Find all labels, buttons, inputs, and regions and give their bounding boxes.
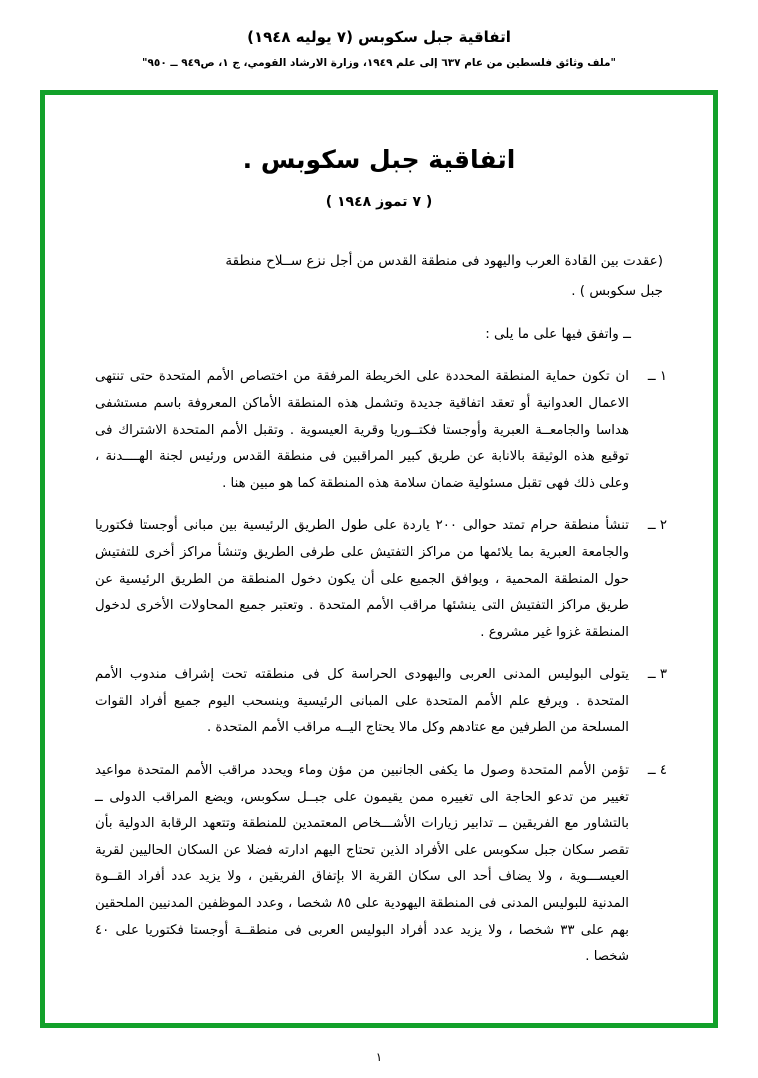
page-header [0,0,758,70]
document-intro: (عقدت بين القادة العرب واليهود فى منطقة القدس من أجل نزع ســلاح منطقة [225,253,663,269]
clause-number: ١ ــ [647,369,667,385]
document-body [45,95,713,1023]
header-title: اتفاقية جبل سكوبس (٧ يوليه ١٩٤٨) [247,28,511,46]
document-intro-continued: جبل سكوبس ) . [571,282,663,299]
clause-item [91,758,667,971]
clause-text: ان تكون حماية المنطقة المحددة على الخريطة المرفقة من اختصاص الأمم المتحدة حتى تنتهى الاعمال العدوانية أو تعقد اتفاقية جديدة وتشمل هذه المنطقة الأماكن المعروفة باسم مستشفى هداسا والجامعــة العبرية وأوجستا فكتــوريا وقرية العيسوية . وتقبل الأمم المتحدة الاشتراك فى توقيع هذه الوثيقة بالانابة عن طريق كبير المراقبين فى منطقة القدس ورئيس لجنة الهــــدنة ، وعلى ذلك فهى تقبل مسئولية ضمان سلامة هذه المنطقة كما هو مبين هنا . [95,369,629,491]
clause-number: ٤ ــ [647,763,667,779]
page-number: ١ [375,1050,383,1064]
green-border-frame [40,90,718,1028]
clause-number: ٣ ــ [647,667,667,683]
clause-item [91,513,667,646]
clause-number: ٢ ــ [647,518,667,534]
clause-text: تنشأ منطقة حرام تمتد حوالى ٢٠٠ ياردة على طول الطريق الرئيسية بين مبانى أوجستا فكتوريا والجامعة العبرية بما يلائمها من مراكز التفتيش على طرفى الطريق وتنشأ مراكز أخرى للتفتيش حول المنطقة المحمية ، ويوافق الجميع على أن يكون دخول المنطقة من الطريق الرئيسية عن طريق مراكز التفتيش التى ينشئها مراقب الأمم المتحدة . وتعتبر جميع المحاولات الأخرى لدخول المنطقة غزوا غير مشروع . [95,518,629,640]
clause-text: يتولى البوليس المدنى العربى واليهودى الحراسة كل فى منطقته تحت إشراف مندوب الأمم المتحدة . ويرفع علم الأمم المتحدة على المبانى الرئيسية وينسحب اليوم جميع أفراد القوات المسلحة من الطرفين مع عتادهم وكل مالا يحتاج اليــه مراقب الأمم المتحدة . [95,667,629,736]
clause-item [91,364,667,497]
document-title: اتفاقية جبل سكوبس . [242,145,516,174]
agreement-lead-in: ــ واتفق فيها على ما يلى : [485,326,631,343]
header-source-citation: "ملف وثائق فلسطين من عام ٦٣٧ إلى علم ١٩٤٩، وزارة الارشاد القومي، ج ١، ص٩٤٩ ــ ٩٥٠" [142,56,616,69]
clause-item [91,662,667,742]
clause-text: تؤمن الأمم المتحدة وصول ما يكفى الجانبين من مؤن وماء ويحدد مراقب الأمم المتحدة مواعيد تغيير من تدعو الحاجة الى تغييره ممن يقيمون على جبــل سكوبس، ويضع المراقب الدولى ــ بالتشاور مع الفريقين ــ تدابير زيارات الأشـــخاص المعتمدين للمنطقة وتتعهد الرقابة الدولية بأن تقصر سكان جبل سكوبس على الأفراد الذين تحتاج اليهم ادارتە فضلا عن السكان الحاليين لقرية العيســـوية ، ولا يضاف أحد الى سكان القرية الا بإتفاق الفريقين ، ولا يزيد عدد أفراد القــوة المدنية للبوليس المدنى فى المنطقة اليهودية على ٨٥ شخصا ، وعدد الموظفين المدنيين الملحقين بهم على ٣٣ شخصا ، ولا يزيد عدد أفراد البوليس العربى فى منطقــة أوجستا فكتوريا على ٤٠ شخصا . [95,763,629,965]
document-date: ( ٧ تموز ١٩٤٨ ) [325,194,433,210]
